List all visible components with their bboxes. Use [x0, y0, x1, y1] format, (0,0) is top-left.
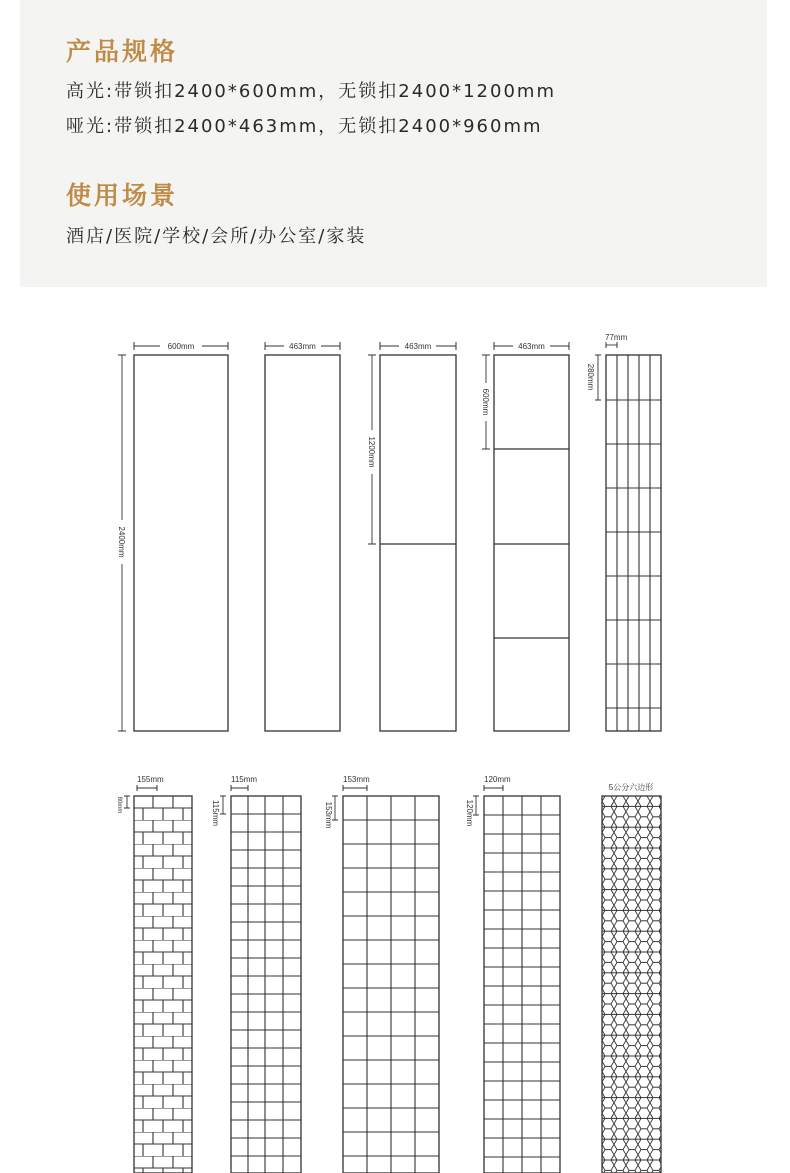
panel-463-split4-width-label: 463mm — [518, 342, 545, 351]
grid-115-height-label: 115mm — [211, 799, 220, 827]
hexagon-panel-drawing — [602, 782, 661, 1173]
grid-120-height-label: 120mm — [465, 799, 474, 827]
panel-463-split2-drawing — [366, 340, 456, 731]
panel-strips-height-label: 280mm — [586, 363, 595, 391]
matte-spec-line: 哑光:带锁扣2400*463mm，无锁扣2400*960mm — [66, 116, 543, 137]
panel-463-split4-height-label: 600mm — [481, 388, 490, 416]
spec-title: 产品规格 — [66, 37, 179, 66]
brick-panel-drawing — [116, 775, 192, 1173]
panel-600-height-label: 2400mm — [117, 526, 126, 558]
panel-463-split4-drawing — [480, 340, 569, 731]
grid-120-panel-drawing — [465, 775, 560, 1173]
panel-strips-drawing — [586, 333, 661, 731]
panel-463-split2-height-label: 1200mm — [367, 436, 376, 468]
grid-153-width-label: 153mm — [343, 775, 370, 784]
panel-drawings — [0, 300, 790, 1173]
usage-scenes-line: 酒店/医院/学校/会所/办公室/家装 — [66, 226, 367, 247]
panel-463-drawing — [265, 340, 340, 731]
grid-115-width-label: 115mm — [231, 775, 258, 784]
gloss-spec-line: 高光:带锁扣2400*600mm，无锁扣2400*1200mm — [66, 81, 556, 102]
grid-153-panel-drawing — [324, 775, 439, 1173]
grid-120-width-label: 120mm — [484, 775, 511, 784]
grid-115-panel-drawing — [211, 775, 301, 1173]
brick-height-label: 80mm — [116, 796, 122, 814]
panel-600-drawing — [116, 340, 228, 731]
brick-width-label: 155mm — [137, 775, 164, 784]
panel-600-width-label: 600mm — [167, 342, 195, 351]
usage-title: 使用场景 — [66, 181, 179, 210]
panel-strips-width-label: 77mm — [605, 333, 628, 342]
panel-463-split2-width-label: 463mm — [404, 342, 432, 351]
grid-153-height-label: 153mm — [324, 801, 333, 829]
hexagon-label: 5公分六边形 — [608, 783, 654, 792]
panel-463-width-label: 463mm — [289, 342, 316, 351]
